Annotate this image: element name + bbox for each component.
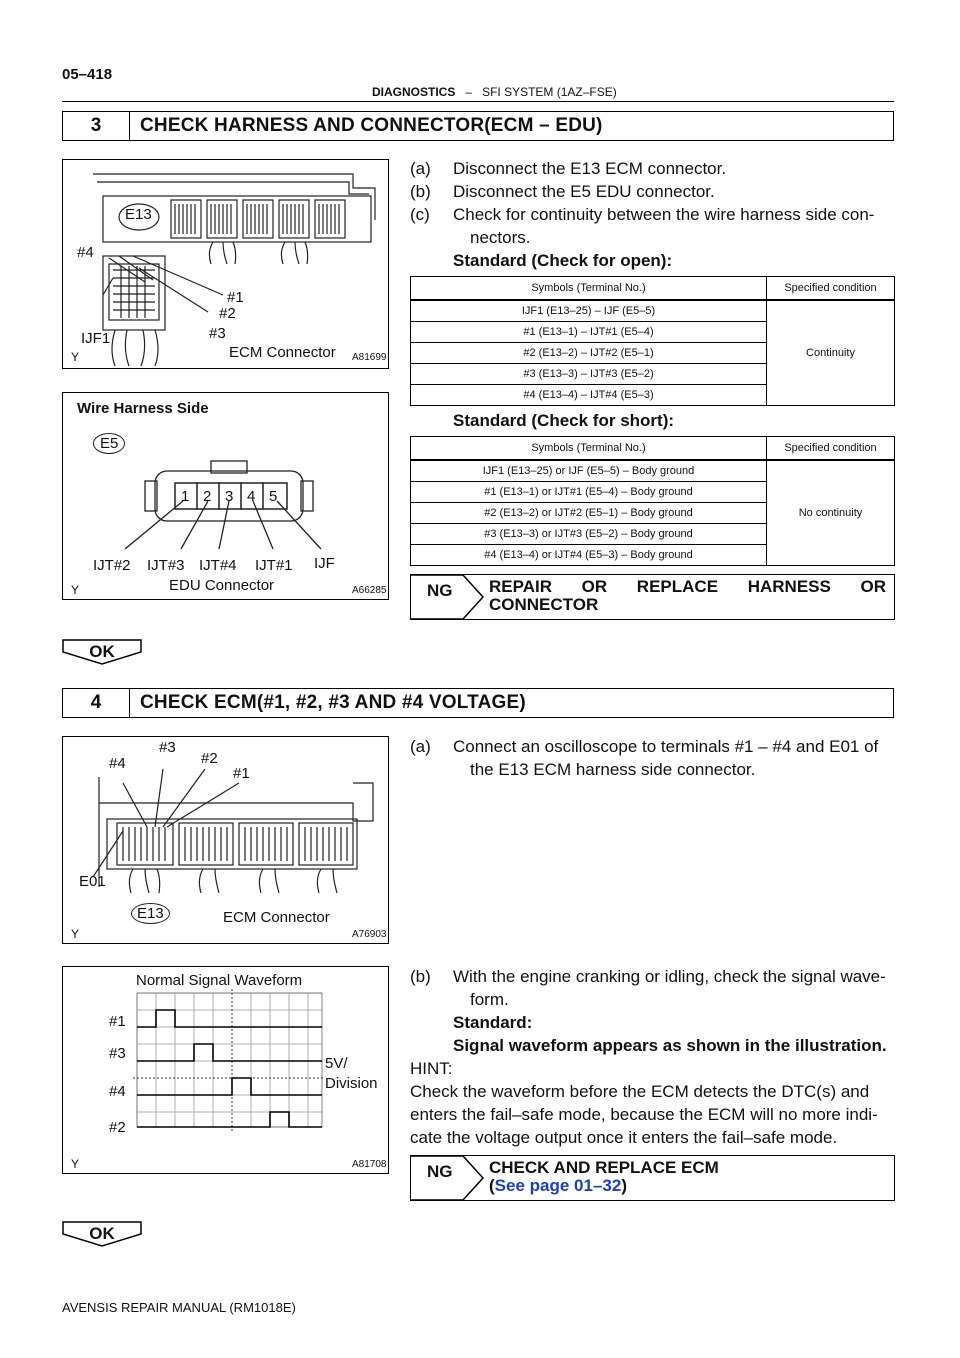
- standard-label: Standard:: [453, 1013, 533, 1032]
- running-header: [372, 85, 617, 99]
- fig3-id: A76903: [352, 929, 387, 940]
- step3-c-text: Check for continuity between the wire harness side con-: [453, 205, 875, 224]
- step-3-number: 3: [63, 112, 130, 140]
- step4-ng-text-line1: CHECK AND REPLACE ECM: [489, 1158, 719, 1177]
- ecm-connector-figure-2: [62, 736, 389, 944]
- fig1-connector-id: E13: [125, 206, 152, 223]
- fig4-channel-2: #2: [109, 1119, 126, 1136]
- fig2-label-ijt2: IJT#2: [93, 557, 131, 574]
- fig4-scale-line2: Division: [325, 1075, 378, 1092]
- section-title: DIAGNOSTICS: [372, 85, 456, 99]
- fig4-channel-4: #4: [109, 1083, 126, 1100]
- step-4-title: CHECK ECM(#1, #2, #3 AND #4 VOLTAGE): [140, 692, 526, 713]
- fig4-id: A81708: [352, 1159, 387, 1170]
- ecm-connector-figure-1: [62, 159, 389, 369]
- fig2-label-ijt1: IJT#1: [255, 557, 293, 574]
- page-number: 05–418: [62, 66, 113, 83]
- step-3-bar: [62, 111, 894, 141]
- fig2-label-ijt3: IJT#3: [147, 557, 185, 574]
- fig4-y-stub: Y: [71, 1157, 80, 1171]
- edu-connector-figure: [62, 392, 389, 600]
- standard-text: Signal waveform appears as shown in the illustration.: [453, 1036, 887, 1055]
- open-table-row-5: #4 (E13–4) – IJT#4 (E5–3): [411, 385, 767, 406]
- fig2-pin-2: 2: [203, 488, 212, 505]
- open-table-row-3: #2 (E13–2) – IJT#2 (E5–1): [411, 343, 767, 364]
- step3-ng-box: [410, 574, 895, 620]
- fig2-connector-id: E5: [93, 433, 125, 454]
- step4-a-marker: (a): [410, 737, 431, 756]
- step3-c-text-cont: nectors.: [470, 228, 531, 247]
- fig3-y-stub: Y: [71, 927, 80, 941]
- fig2-y-stub: Y: [71, 583, 80, 597]
- fig1-label-ijf1: IJF1: [81, 330, 111, 347]
- fig2-label-ijt4: IJT#4: [199, 557, 237, 574]
- step4-b-marker: (b): [410, 967, 431, 986]
- step3-b-marker: (b): [410, 182, 431, 201]
- fig2-pin-1: 1: [181, 488, 190, 505]
- step4-b-text: With the engine cranking or idling, check the signal wave-: [453, 967, 886, 986]
- step3-a-marker: (a): [410, 159, 431, 178]
- fig2-pin-5: 5: [269, 488, 278, 505]
- short-table-header-condition: Specified condition: [767, 437, 895, 461]
- open-table-header-symbols: Symbols (Terminal No.): [411, 277, 767, 301]
- fig2-pin-3: 3: [225, 488, 234, 505]
- section-subtitle: SFI SYSTEM (1AZ–FSE): [482, 85, 617, 99]
- step4-ok-label: OK: [89, 1224, 115, 1243]
- step4-b-text-cont: form.: [470, 990, 509, 1009]
- fig4-channel-1: #1: [109, 1013, 126, 1030]
- step3-a-text: Disconnect the E13 ECM connector.: [453, 159, 727, 178]
- open-table-row-2: #1 (E13–1) – IJT#1 (E5–4): [411, 322, 767, 343]
- hint-line-3: cate the voltage output once it enters the fail–safe mode.: [410, 1128, 838, 1147]
- open-table-condition: Continuity: [767, 300, 895, 406]
- short-table-row-1: IJF1 (E13–25) or IJF (E5–5) – Body ground: [411, 460, 767, 482]
- step4-ng-tag: [411, 1156, 485, 1200]
- step-3-title: CHECK HARNESS AND CONNECTOR(ECM – EDU): [140, 115, 603, 136]
- fig2-pin-4: 4: [247, 488, 256, 505]
- fig3-label-1: #1: [233, 765, 250, 782]
- step4-ng-text-line2: (See page 01–32): [489, 1176, 627, 1195]
- step-4-number: 4: [63, 689, 130, 717]
- short-standard-heading: Standard (Check for short):: [453, 411, 675, 430]
- fig3-caption: ECM Connector: [223, 909, 330, 926]
- step3-ng-label: NG: [427, 581, 453, 600]
- fig4-channel-3: #3: [109, 1045, 126, 1062]
- step3-ok-label: OK: [89, 642, 115, 661]
- fig2-title: Wire Harness Side: [77, 400, 209, 417]
- fig2-id: A66285: [352, 585, 387, 596]
- open-standard-heading: Standard (Check for open):: [453, 251, 673, 270]
- step4-ng-box: [410, 1155, 895, 1201]
- see-page-link[interactable]: See page 01–32: [494, 1176, 622, 1195]
- fig4-title: Normal Signal Waveform: [136, 972, 303, 989]
- open-table-row-4: #3 (E13–3) – IJT#3 (E5–2): [411, 364, 767, 385]
- fig1-label-2: #2: [219, 305, 236, 322]
- fig1-id: A81699: [352, 352, 387, 363]
- short-table-row-4: #3 (E13–3) or IJT#3 (E5–2) – Body ground: [411, 524, 767, 545]
- step3-ng-tag: [411, 575, 485, 619]
- hint-label: HINT:: [410, 1059, 453, 1078]
- hint-line-2: enters the fail–safe mode, because the ECM will no more indi-: [410, 1105, 878, 1124]
- fig1-label-4: #4: [77, 244, 94, 261]
- open-table-row-1: IJF1 (E13–25) – IJF (E5–5): [411, 300, 767, 322]
- fig3-label-2: #2: [201, 750, 218, 767]
- step-4-bar: [62, 688, 894, 718]
- open-check-table: [410, 276, 895, 406]
- fig1-caption: ECM Connector: [229, 344, 336, 361]
- short-table-condition: No continuity: [767, 460, 895, 566]
- step3-ng-text-line2: CONNECTOR: [489, 595, 599, 614]
- step3-c-marker: (c): [410, 205, 430, 224]
- step3-ng-text-line1: REPAIR OR REPLACE HARNESS OR: [489, 577, 886, 596]
- short-check-table: [410, 436, 895, 566]
- fig1-label-3: #3: [209, 325, 226, 342]
- step4-a-text-cont: the E13 ECM harness side connector.: [470, 760, 756, 779]
- step4-ok-tag: [62, 1221, 142, 1247]
- fig1-label-1: #1: [227, 289, 244, 306]
- short-table-row-3: #2 (E13–2) or IJT#2 (E5–1) – Body ground: [411, 503, 767, 524]
- fig2-caption: EDU Connector: [169, 577, 275, 594]
- fig1-y-stub: Y: [71, 350, 80, 364]
- step3-ok-tag: [62, 639, 142, 665]
- header-rule: [62, 101, 894, 102]
- fig3-connector-id: E13: [131, 903, 170, 924]
- short-table-header-symbols: Symbols (Terminal No.): [411, 437, 767, 461]
- short-table-row-2: #1 (E13–1) or IJT#1 (E5–4) – Body ground: [411, 482, 767, 503]
- fig4-scale-line1: 5V/: [325, 1055, 348, 1072]
- short-table-row-5: #4 (E13–4) or IJT#4 (E5–3) – Body ground: [411, 545, 767, 566]
- open-table-header-condition: Specified condition: [767, 277, 895, 301]
- fig3-label-3: #3: [159, 739, 176, 756]
- fig2-label-ijf: IJF: [314, 555, 335, 572]
- fig3-label-4: #4: [109, 755, 126, 772]
- section-separator: –: [465, 85, 473, 99]
- fig3-label-e01: E01: [79, 873, 106, 890]
- step4-a-text: Connect an oscilloscope to terminals #1 – #4 and E01 of: [453, 737, 879, 756]
- step4-ng-label: NG: [427, 1162, 453, 1181]
- step3-b-text: Disconnect the E5 EDU connector.: [453, 182, 715, 201]
- hint-line-1: Check the waveform before the ECM detects the DTC(s) and: [410, 1082, 870, 1101]
- waveform-figure: [62, 966, 389, 1174]
- footer-manual-title: AVENSIS REPAIR MANUAL (RM1018E): [62, 1300, 296, 1315]
